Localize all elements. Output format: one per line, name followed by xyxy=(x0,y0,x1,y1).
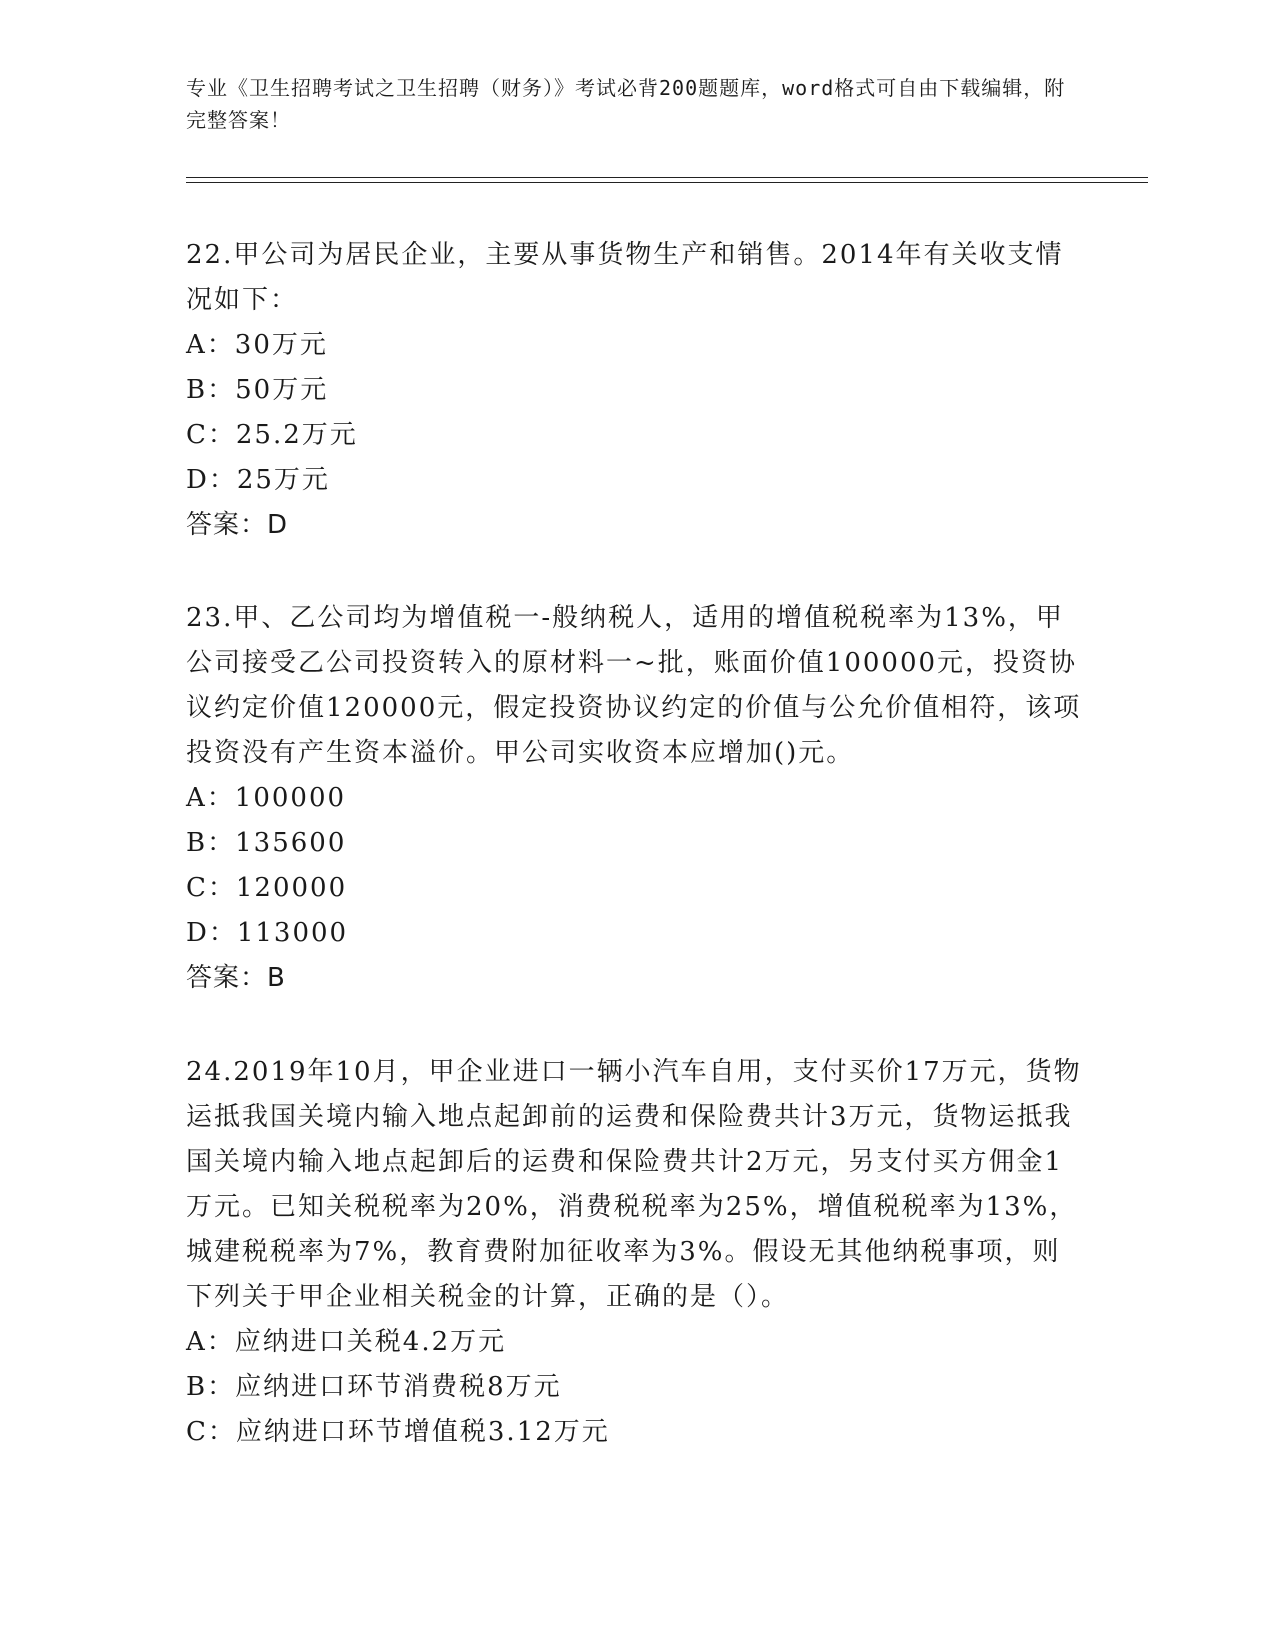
option-c: C：25.2万元 xyxy=(186,420,358,450)
option-c: C：120000 xyxy=(186,873,348,903)
option-a: A：30万元 xyxy=(186,330,328,360)
option-d: D：113000 xyxy=(186,918,349,948)
header-divider-top xyxy=(186,177,1148,178)
question-stem: 22.甲公司为居民企业，主要从事货物生产和销售。2014年有关收支情况如下： xyxy=(186,240,1064,315)
header-divider-bottom xyxy=(186,182,1148,183)
answer: 答案：B xyxy=(186,963,286,993)
document-header: 专业《卫生招聘考试之卫生招聘（财务）》考试必背200题题库，word格式可自由下载编辑，附完整答案！ xyxy=(186,76,1066,132)
option-b: B：50万元 xyxy=(186,375,329,405)
option-c: C：应纳进口环节增值税3.12万元 xyxy=(186,1417,610,1447)
question-24 xyxy=(186,1050,1086,1455)
question-23 xyxy=(186,596,1086,1001)
question-22 xyxy=(186,233,1086,548)
question-stem: 24.2019年10月，甲企业进口一辆小汽车自用，支付买价17万元，货物运抵我国关境内输入地点起卸前的运费和保险费共计3万元，货物运抵我国关境内输入地点起卸后的运费和保险费共计2万元，另支付买方佣金1万元。已知关税税率为20%，消费税税率为25%，增值税税率为13%，城建税税率为7%，教育费附加征收率为3%。假设无其他纳税事项，则下列关于甲企业相关税金的计算，正确的是（）。 xyxy=(186,1057,1082,1312)
option-a: A：应纳进口关税4.2万元 xyxy=(186,1327,507,1357)
answer: 答案：D xyxy=(186,510,289,540)
option-b: B：135600 xyxy=(186,828,347,858)
option-b: B：应纳进口环节消费税8万元 xyxy=(186,1372,562,1402)
option-d: D：25万元 xyxy=(186,465,330,495)
question-stem: 23.甲、乙公司均为增值税一-般纳税人，适用的增值税税率为13%，甲公司接受乙公司投资转入的原材料一~批，账面价值100000元，投资协议约定价值120000元，假定投资协议约定的价值与公允价值相符，该项投资没有产生资本溢价。甲公司实收资本应增加()元。 xyxy=(186,603,1082,768)
option-a: A：100000 xyxy=(186,783,347,813)
